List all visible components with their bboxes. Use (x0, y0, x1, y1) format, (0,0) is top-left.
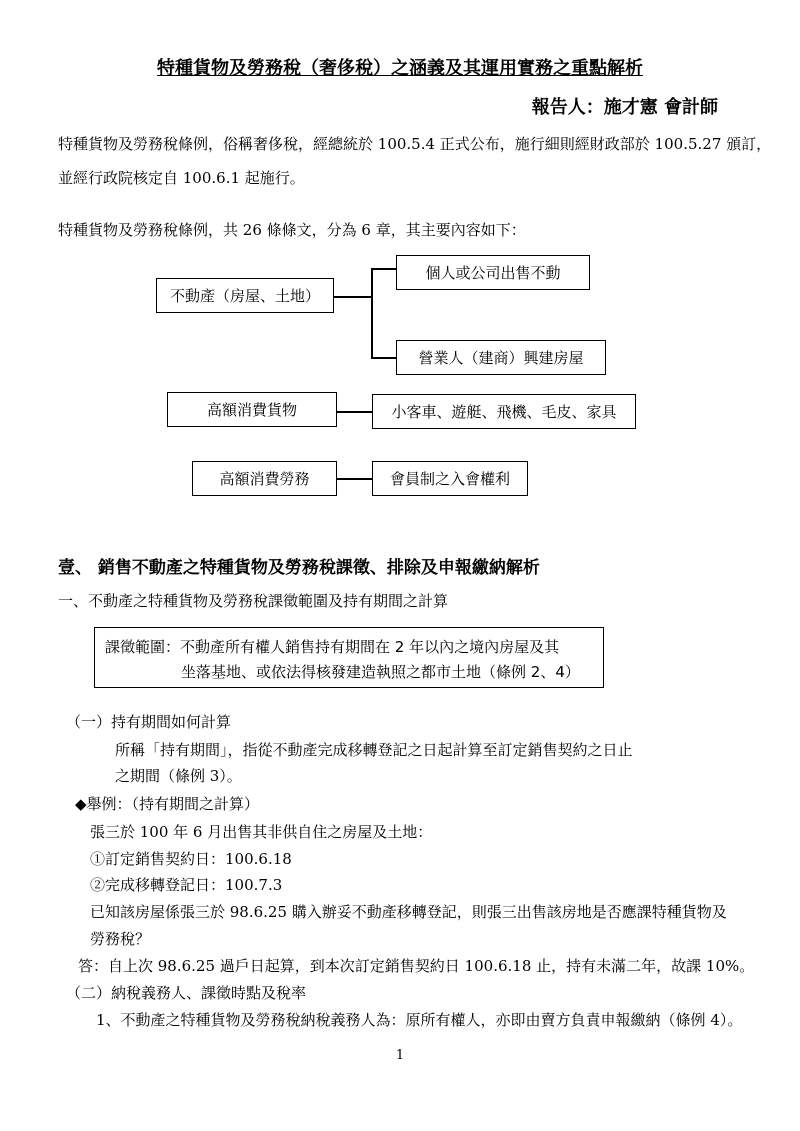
connector-line (371, 357, 396, 359)
example-title: ◆舉例：（持有期間之計算） (75, 795, 260, 813)
scope-line-2: 坐落基地、或依法得核發建造執照之都市土地（條例 2、4） (181, 663, 580, 681)
intro-line-3: 特種貨物及勞務稅條例，共 26 條條文，分為 6 章，其主要內容如下： (58, 221, 526, 239)
section-heading: 壹、 銷售不動產之特種貨物及勞務稅課徵、排除及申報繳納解析 (58, 558, 540, 578)
connector-line (337, 478, 372, 480)
holding-period-title: （一）持有期間如何計算 (66, 713, 232, 731)
connector-line (371, 268, 396, 270)
intro-line-1: 特種貨物及勞務稅條例，俗稱奢侈稅，經總統於 100.5.4 正式公布，施行細則經財政部於 100.5.27 頒訂， (58, 135, 772, 153)
example-line-5: 勞務稅？ (90, 930, 151, 948)
builder-box: 營業人（建商）興建房屋 (396, 340, 606, 375)
individual-sale-box: 個人或公司出售不動 (396, 255, 590, 290)
example-line-3: ②完成移轉登記日：100.7.3 (90, 876, 283, 894)
example-line-1: 張三於 100 年 6 月出售其非供自住之房屋及土地： (90, 823, 433, 841)
taxpayer-line-1: 1、不動產之特種貨物及勞務稅納稅義務人為：原所有權人，亦即由賣方負責申報繳納（條例 4）。 (96, 1011, 743, 1029)
membership-box: 會員制之入會權利 (372, 461, 528, 496)
luxury-services-box: 高額消費勞務 (192, 461, 337, 496)
document-title: 特種貨物及勞務稅（奢侈稅）之涵義及其運用實務之重點解析 (157, 58, 643, 79)
holding-period-line-1: 所稱「持有期間」，指從不動產完成移轉登記之日起計算至訂定銷售契約之日止 (115, 741, 633, 759)
goods-items-box: 小客車、遊艇、飛機、毛皮、家具 (372, 394, 636, 429)
real-estate-box: 不動產（房屋、土地） (156, 278, 334, 313)
connector-line (371, 268, 373, 358)
example-answer: 答：自上次 98.6.25 過戶日起算，到本次訂定銷售契約日 100.6.18 止，持有未滿二年，故課 10%。 (78, 957, 755, 975)
page-number: 1 (395, 1048, 405, 1063)
holding-period-line-2: 之期間（條例 3）。 (115, 767, 242, 785)
subsection-title: 一、不動產之特種貨物及勞務稅課徵範圍及持有期間之計算 (58, 592, 449, 610)
taxpayer-title: （二）納稅義務人、課徵時點及稅率 (66, 984, 307, 1002)
luxury-goods-box: 高額消費貨物 (167, 392, 337, 427)
example-line-4: 已知該房屋係張三於 98.6.25 購入辦妥不動產移轉登記，則張三出售該房地是否應課特種貨物及 (90, 903, 727, 921)
connector-line (337, 411, 372, 413)
intro-line-2: 並經行政院核定自 100.6.1 起施行。 (58, 169, 305, 187)
reporter-line: 報告人：施才憲 會計師 (531, 97, 718, 118)
example-line-2: ①訂定銷售契約日：100.6.18 (90, 850, 292, 868)
scope-box (94, 627, 604, 688)
connector-line (334, 296, 372, 298)
scope-line-1: 課徵範圍：不動產所有權人銷售持有期間在 2 年以內之境內房屋及其 (105, 638, 560, 656)
